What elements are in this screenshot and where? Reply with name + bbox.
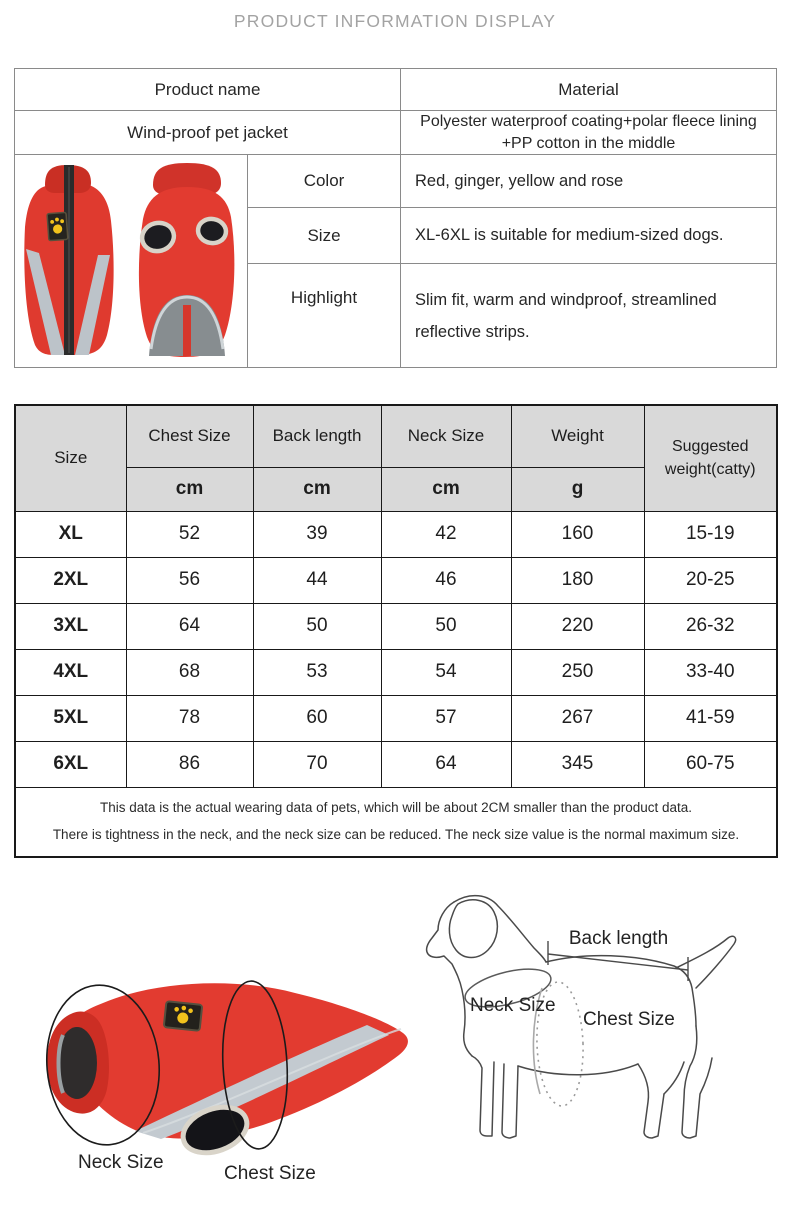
- size-note: [15, 787, 777, 857]
- product-name-value: Wind-proof pet jacket: [15, 111, 401, 155]
- material-line1: Polyester waterproof coating+polar fleece lining: [420, 113, 757, 130]
- col-header-neck: Neck Size: [381, 405, 511, 467]
- material-header: Material: [401, 69, 777, 111]
- table-row: XL 52 39 42 160 15-19: [15, 511, 777, 557]
- material-value: [401, 111, 777, 155]
- hem-red-strip: [183, 305, 191, 356]
- jacket-chest-size-label: Chest Size: [224, 1163, 316, 1184]
- highlight-value: Slim fit, warm and windproof, streamlined reflective strips.: [401, 264, 777, 368]
- size-value: XL-6XL is suitable for medium-sized dogs.: [401, 208, 777, 264]
- note-row: [15, 787, 777, 857]
- dog-neck-size-label: Neck Size: [470, 995, 556, 1016]
- size-label: Size: [248, 208, 401, 264]
- col-header-suggested: Suggested weight(catty): [644, 405, 777, 511]
- unit-neck: cm: [381, 467, 511, 511]
- paw-logo: [164, 1001, 203, 1031]
- highlight-label: Highlight: [248, 264, 401, 368]
- jacket-front-view: [139, 163, 234, 357]
- dog-ear: [449, 900, 497, 958]
- jacket-measure-figure: [15, 925, 423, 1170]
- note-line2: There is tightness in the neck, and the neck size can be reduced. The neck size value is the normal maximum size.: [52, 826, 740, 842]
- jacket-neck-size-label: Neck Size: [78, 1152, 164, 1173]
- table-row: 5XL 78 60 57 267 41-59: [15, 695, 777, 741]
- table-row: 4XL 68 53 54 250 33-40: [15, 649, 777, 695]
- paw-logo: [47, 212, 68, 240]
- table-row: 3XL 64 50 50 220 26-32: [15, 603, 777, 649]
- col-header-weight: Weight: [511, 405, 644, 467]
- dog-back-length-label: Back length: [568, 928, 669, 949]
- material-line2: +PP cotton in the middle: [501, 134, 676, 152]
- size-chart-table: [14, 404, 778, 858]
- product-photo-cell: [15, 155, 248, 368]
- jacket-back-view: [24, 165, 113, 355]
- color-value: Red, ginger, yellow and rose: [401, 155, 777, 208]
- dog-tail: [676, 936, 736, 988]
- unit-chest: cm: [126, 467, 253, 511]
- dog-chest-size-label: Chest Size: [583, 1009, 675, 1030]
- page-title: PRODUCT INFORMATION DISPLAY: [233, 11, 557, 31]
- table-row: 2XL 56 44 46 180 20-25: [15, 557, 777, 603]
- table-row: 6XL 86 70 64 345 60-75: [15, 741, 777, 787]
- product-photo-jackets: [15, 157, 246, 366]
- col-header-chest: Chest Size: [126, 405, 253, 467]
- product-details-table: [14, 68, 777, 368]
- note-line1: This data is the actual wearing data of pets, which will be about 2CM smaller than the product data.: [99, 800, 693, 816]
- product-name-header: Product name: [15, 69, 401, 111]
- color-label: Color: [248, 155, 401, 208]
- unit-back: cm: [253, 467, 381, 511]
- col-header-back: Back length: [253, 405, 381, 467]
- col-header-size: Size: [15, 405, 126, 511]
- leg-hole-right: [196, 216, 228, 244]
- unit-weight: g: [511, 467, 644, 511]
